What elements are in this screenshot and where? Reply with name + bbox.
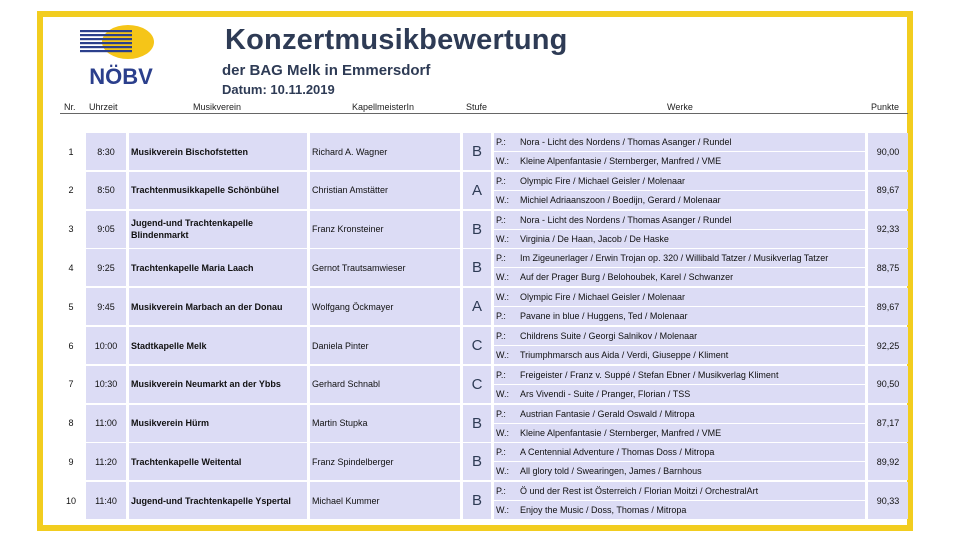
table-row	[0, 405, 960, 444]
row-punkte: 90,50	[868, 366, 908, 403]
row-time: 10:30	[86, 366, 126, 403]
row-werk-2	[494, 307, 865, 325]
row-time: 10:00	[86, 327, 126, 364]
werk-2-title: All glory told / Swearingen, James / Barnhous	[520, 466, 702, 477]
row-punkte: 89,67	[868, 172, 908, 209]
row-musikverein: Musikverein Bischofstetten	[129, 133, 307, 170]
header-stufe: Stufe	[466, 102, 488, 112]
row-kapellmeister: Martin Stupka	[310, 405, 460, 442]
row-time: 8:30	[86, 133, 126, 170]
werk-2-title: Pavane in blue / Huggens, Ted / Molenaar	[520, 311, 688, 322]
row-werk-2	[494, 191, 865, 209]
werk-1-title: Nora - Licht des Nordens / Thomas Asanger / Rundel	[520, 214, 732, 225]
row-stufe: A	[463, 288, 491, 325]
werk-1-title: Ö und der Rest ist Österreich / Florian Moitzi / OrchestralArt	[520, 486, 759, 497]
row-kapellmeister: Wolfgang Öckmayer	[310, 288, 460, 325]
row-time: 9:05	[86, 211, 126, 248]
header-werke: Werke	[667, 102, 693, 112]
werk-1-prefix: P.:	[496, 369, 506, 380]
row-werk-2	[494, 424, 865, 442]
row-werk-2	[494, 152, 865, 170]
page-subtitle: der BAG Melk in Emmersdorf	[222, 62, 431, 79]
werk-1-prefix: P.:	[496, 214, 506, 225]
row-number: 5	[68, 301, 74, 312]
table-row	[0, 172, 960, 211]
row-stufe: B	[463, 405, 491, 442]
row-musikverein: Musikverein Hürm	[129, 405, 307, 442]
werk-1-prefix: P.:	[496, 137, 506, 147]
row-time: 9:45	[86, 288, 126, 325]
row-musikverein: Musikverein Marbach an der Donau	[129, 288, 307, 325]
werk-2-title: Kleine Alpenfantasie / Sternberger, Manfred / VME	[520, 156, 722, 166]
table-row	[0, 482, 960, 521]
werk-1-title: Childrens Suite / Georgi Salnikov / Molenaar	[520, 331, 698, 341]
row-stufe: C	[463, 366, 491, 403]
werk-2-prefix: W.:	[496, 350, 509, 360]
row-werk-2	[494, 385, 865, 403]
werk-2-title: Michiel Adriaanszoon / Boedijn, Gerard / Molenaar	[520, 194, 721, 205]
row-stufe: C	[463, 327, 491, 364]
row-werk-1	[494, 443, 865, 461]
row-number: 8	[68, 418, 74, 429]
werk-2-title: Virginia / De Haan, Jacob / De Haske	[520, 233, 669, 244]
table-row	[0, 288, 960, 327]
row-werk-2	[494, 501, 865, 519]
event-date: Datum: 10.11.2019	[222, 82, 335, 97]
werk-1-title: Olympic Fire / Michael Geisler / Molenaar	[520, 175, 686, 186]
row-number: 6	[68, 340, 74, 351]
row-punkte: 89,67	[868, 288, 908, 325]
row-stufe: A	[463, 172, 491, 209]
table-row	[0, 443, 960, 482]
werk-1-title: Freigeister / Franz v. Suppé / Stefan Ebner / Musikverlag Kliment	[520, 369, 779, 380]
row-kapellmeister: Christian Amstätter	[310, 172, 460, 209]
row-kapellmeister: Michael Kummer	[310, 482, 460, 519]
row-kapellmeister: Gernot Trautsamwieser	[310, 249, 460, 286]
row-time: 11:00	[86, 405, 126, 442]
werk-2-prefix: W.:	[496, 427, 509, 438]
werk-2-title: Ars Vivendi - Suite / Pranger, Florian / TSS	[520, 388, 691, 399]
row-kapellmeister: Daniela Pinter	[310, 327, 460, 364]
row-number: 2	[68, 185, 74, 196]
row-punkte: 92,33	[868, 211, 908, 248]
row-punkte: 89,92	[868, 443, 908, 480]
werk-2-prefix: W.:	[496, 194, 509, 205]
row-musikverein: Jugend-und Trachtenkapelle Yspertal	[129, 482, 307, 519]
werk-1-prefix: W.:	[496, 292, 509, 303]
row-werk-2	[494, 268, 865, 286]
row-kapellmeister: Franz Spindelberger	[310, 443, 460, 480]
row-werk-1	[494, 405, 865, 423]
werk-1-prefix: P.:	[496, 331, 506, 341]
werk-2-prefix: P.:	[496, 311, 506, 322]
row-number: 1	[68, 146, 74, 157]
table-row	[0, 133, 960, 172]
werk-2-prefix: W.:	[496, 272, 509, 283]
row-punkte: 88,75	[868, 249, 908, 286]
row-kapellmeister: Franz Kronsteiner	[310, 211, 460, 248]
row-werk-1	[494, 249, 865, 267]
werk-2-prefix: W.:	[496, 233, 509, 244]
werk-2-prefix: W.:	[496, 466, 509, 477]
row-time: 9:25	[86, 249, 126, 286]
row-punkte: 92,25	[868, 327, 908, 364]
row-time: 8:50	[86, 172, 126, 209]
row-werk-1	[494, 482, 865, 500]
werk-1-title: Im Zigeunerlager / Erwin Trojan op. 320 / Willibald Tatzer / Musikverlag Tatzer	[520, 253, 829, 264]
header-musikverein: Musikverein	[193, 102, 242, 112]
row-time: 11:20	[86, 443, 126, 480]
werk-2-prefix: W.:	[496, 388, 509, 399]
werk-2-title: Enjoy the Music / Doss, Thomas / Mitropa	[520, 505, 687, 516]
row-stufe: B	[463, 133, 491, 170]
row-time: 11:40	[86, 482, 126, 519]
werk-1-prefix: P.:	[496, 408, 506, 419]
table-row	[0, 366, 960, 405]
page-title: Konzertmusikbewertung	[225, 24, 568, 56]
row-musikverein: Trachtenkapelle Maria Laach	[129, 249, 307, 286]
logo-wordmark: NÖBV	[89, 64, 153, 89]
table-row	[0, 327, 960, 366]
row-stufe: B	[463, 443, 491, 480]
row-punkte: 90,33	[868, 482, 908, 519]
row-musikverein: Trachtenmusikkapelle Schönbühel	[129, 172, 307, 209]
werk-1-title: A Centennial Adventure / Thomas Doss / Mitropa	[520, 447, 715, 458]
werk-2-title: Triumphmarsch aus Aida / Verdi, Giuseppe / Kliment	[520, 350, 729, 360]
row-musikverein: Stadtkapelle Melk	[129, 327, 307, 364]
row-werk-1	[494, 366, 865, 384]
werk-1-prefix: P.:	[496, 253, 506, 264]
row-stufe: B	[463, 482, 491, 519]
row-punkte: 90,00	[868, 133, 908, 170]
werk-1-prefix: P.:	[496, 447, 506, 458]
row-number: 10	[65, 495, 76, 506]
werk-1-title: Olympic Fire / Michael Geisler / Molenaar	[520, 292, 686, 303]
header-nr: Nr.	[64, 102, 76, 112]
row-kapellmeister: Richard A. Wagner	[310, 133, 460, 170]
werk-1-title: Nora - Licht des Nordens / Thomas Asanger / Rundel	[520, 137, 732, 147]
werk-1-title: Austrian Fantasie / Gerald Oswald / Mitropa	[520, 408, 695, 419]
row-musikverein: Trachtenkapelle Weitental	[129, 443, 307, 480]
werk-2-title: Auf der Prager Burg / Belohoubek, Karel / Schwanzer	[520, 272, 734, 283]
row-werk-2	[494, 230, 865, 248]
row-werk-1	[494, 288, 865, 306]
row-number: 3	[68, 224, 74, 235]
row-werk-1	[494, 211, 865, 229]
werk-2-prefix: W.:	[496, 505, 509, 516]
header-divider	[60, 113, 908, 114]
row-number: 9	[68, 456, 74, 467]
header-kapellmeister: KapellmeisterIn	[352, 102, 415, 112]
row-number: 4	[68, 262, 74, 273]
header-punkte: Punkte	[871, 102, 900, 112]
header-uhrzeit: Uhrzeit	[89, 102, 118, 112]
row-werk-1	[494, 172, 865, 190]
row-stufe: B	[463, 249, 491, 286]
row-werk-2	[494, 346, 865, 364]
werk-2-prefix: W.:	[496, 156, 509, 166]
row-werk-1	[494, 327, 865, 345]
noebv-logo	[66, 24, 176, 90]
werk-2-title: Kleine Alpenfantasie / Sternberger, Manfred / VME	[520, 427, 722, 438]
table-row	[0, 249, 960, 288]
table-row	[0, 211, 960, 250]
row-kapellmeister: Gerhard Schnabl	[310, 366, 460, 403]
row-number: 7	[68, 379, 74, 390]
row-werk-2	[494, 462, 865, 480]
werk-1-prefix: P.:	[496, 175, 506, 186]
row-stufe: B	[463, 211, 491, 248]
werk-1-prefix: P.:	[496, 486, 506, 497]
row-musikverein: Jugend-und Trachtenkapelle Blindenmarkt	[129, 211, 307, 248]
row-werk-1	[494, 133, 865, 151]
row-musikverein: Musikverein Neumarkt an der Ybbs	[129, 366, 307, 403]
row-punkte: 87,17	[868, 405, 908, 442]
